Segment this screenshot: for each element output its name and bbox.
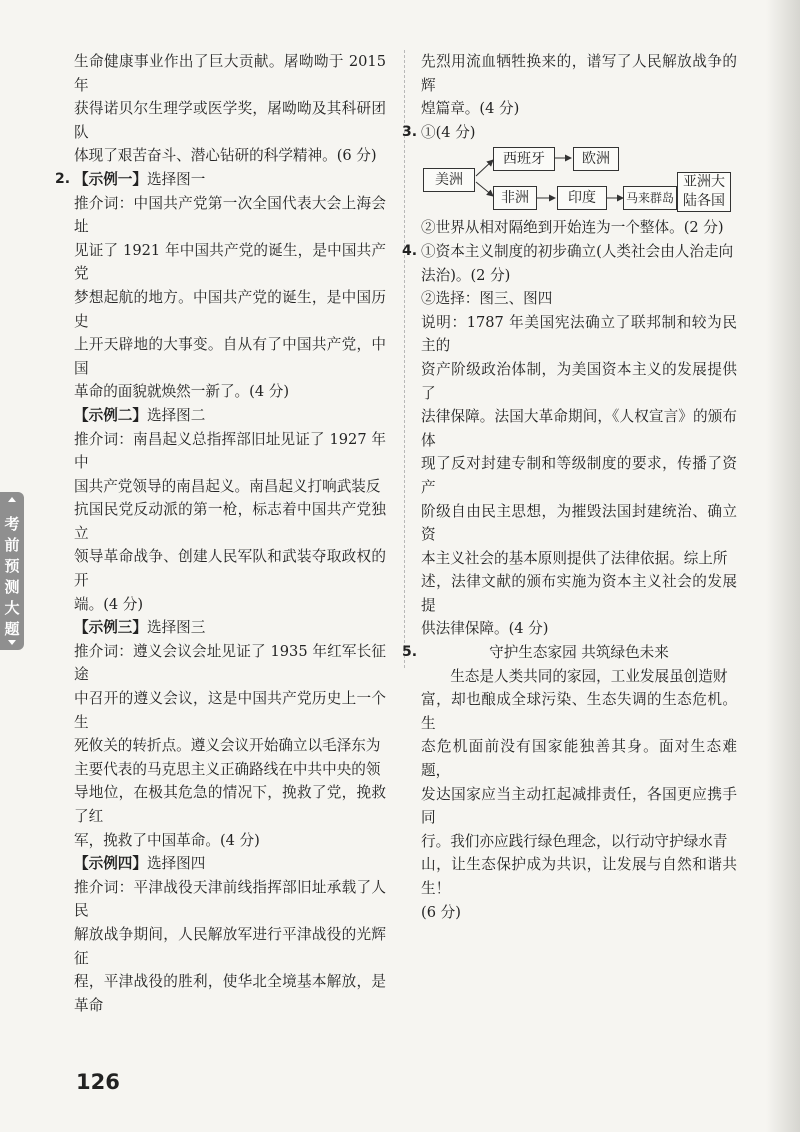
arrow-america-africa (476, 182, 493, 196)
page-number: 126 (76, 1070, 120, 1094)
box-malay: 马来群岛 (623, 186, 677, 210)
text-line: 富，却也酿成全球污染、生态失调的生态危机。生 (421, 691, 737, 732)
text-line: 推介词：平津战役天津前线指挥部旧址承载了人民 (74, 878, 386, 920)
text-line: 解放战争期间，人民解放军进行平津战役的光辉征 (74, 925, 386, 967)
box-asia-line-2: 陆各国 (683, 193, 725, 210)
text-line: 主要代表的马克思主义正确路线在中共中央的领 (74, 760, 381, 778)
arrow-up-icon (8, 497, 16, 502)
text-line: 现了反对封建专制和等级制度的要求，传播了资产 (421, 455, 737, 496)
text-line: 革命的面貌就焕然一新了。(4 分) (74, 383, 290, 401)
text-line: 资产阶级政治体制，为美国资本主义的发展提供了 (421, 360, 737, 402)
trade-route-diagram (421, 146, 737, 212)
question-number: 4. (402, 242, 418, 259)
text-line: 发达国家应当主动扛起减排责任，各国更应携手同 (421, 785, 737, 827)
text-line: 生态是人类共同的家园，工业发展虽创造财 (450, 667, 728, 685)
question-3-part-1 (402, 121, 737, 145)
sub-answer: ①(4 分) (421, 123, 476, 141)
example-choice: 选择图三 (146, 619, 206, 637)
box-africa: 非洲 (493, 186, 537, 210)
text-line: 供法律保障。(4 分) (421, 620, 549, 638)
side-tab-label: 考 前 预 测 大 题 (4, 515, 20, 638)
example-tag: 【示例四】 (74, 855, 147, 873)
box-india: 印度 (557, 186, 607, 210)
example-tag: 【示例一】 (74, 170, 147, 188)
text-line: 程，平津战役的胜利，使华北全境基本解放，是革命 (74, 973, 386, 1014)
text-line: 推介词：南昌起义总指挥部旧址见证了 1927 年中 (74, 430, 386, 472)
box-asia (677, 172, 731, 212)
text-line: 生命健康事业作出了巨大贡献。屠呦呦于 2015 年 (74, 53, 386, 94)
example-tag: 【示例二】 (74, 406, 147, 424)
example-heading (74, 852, 386, 876)
text-line: 态危机面前没有国家能独善其身。面对生态难题， (421, 738, 737, 780)
example-choice: 选择图一 (146, 170, 206, 188)
text-line: 法律保障。法国大革命期间，《人权宣言》的颁布体 (421, 408, 737, 449)
example-heading (74, 616, 386, 640)
question-number: 3. (402, 123, 418, 140)
text-line: 军，挽救了中国革命。(4 分) (74, 831, 260, 849)
text-line: 体现了艰苦奋斗、潜心钻研的科学精神。(6 分) (74, 147, 377, 165)
text-line: 推介词：中国共产党第一次全国代表大会上海会址 (74, 194, 386, 236)
text-line: 述，法律文献的颁布实施为资本主义社会的发展提 (421, 573, 737, 614)
text-line: 上开天辟地的大事变。自从有了中国共产党，中国 (74, 336, 386, 377)
question-4-part-2: ②选择：图三、图四 (421, 290, 553, 308)
text-line: 法治)。(2 分) (421, 266, 511, 284)
question-3-part-2: ②世界从相对隔绝到开始连为一个整体。(2 分) (421, 219, 724, 237)
text-line: 领导革命战争、创建人民军队和武装夺取政权的开 (74, 548, 386, 590)
arrow-down-icon (8, 640, 16, 645)
example-tag: 【示例三】 (74, 619, 147, 637)
box-spain: 西班牙 (493, 147, 555, 171)
text-line: 煌篇章。(4 分) (421, 100, 520, 118)
question-number: 5. (402, 644, 418, 661)
text-line: 推介词：遵义会议会址见证了 1935 年红军长征途 (74, 642, 386, 684)
example-choice: 选择图二 (146, 406, 206, 424)
box-asia-line-1: 亚洲大 (683, 174, 725, 191)
text-line: 行。我们亦应践行绿色理念，以行动守护绿水青 (421, 832, 728, 850)
box-america: 美洲 (423, 168, 475, 192)
essay-title (402, 641, 737, 665)
text-line: 见证了 1921 年中国共产党的诞生，是中国共产党 (74, 241, 386, 283)
example-choice: 选择图四 (146, 855, 206, 873)
text-line: 死攸关的转折点。遵义会议开始确立以毛泽东为 (74, 737, 381, 755)
text-line: 梦想起航的地方。中国共产党的诞生，是中国历史 (74, 288, 386, 330)
right-column (402, 50, 737, 924)
essay-title-text: 守护生态家园 共筑绿色未来 (489, 644, 669, 662)
text-line: 抗国民党反动派的第一枪，标志着中国共产党独立 (74, 501, 386, 542)
text-line: (6 分) (421, 903, 461, 921)
text-line: 中召开的遵义会议，这是中国共产党历史上一个生 (74, 690, 386, 731)
left-column (55, 50, 386, 1017)
text-line: 端。(4 分) (74, 595, 144, 613)
question-number: 2. (55, 170, 71, 187)
text-line: 获得诺贝尔生理学或医学奖，屠呦呦及其科研团队 (74, 100, 386, 141)
example-heading (55, 168, 386, 192)
text-line: 先烈用流血牺牲换来的，谱写了人民解放战争的辉 (421, 53, 737, 94)
text-line: 阶级自由民主思想，为摧毁法国封建统治、确立资 (421, 502, 737, 544)
sub-answer: ①资本主义制度的初步确立(人类社会由人治走向 (421, 242, 734, 260)
text-line: 导地位，在极其危急的情况下，挽救了党，挽救了红 (74, 784, 386, 825)
question-4-part-1 (402, 240, 737, 264)
text-line: 国共产党领导的南昌起义。南昌起义打响武装反 (74, 477, 381, 495)
example-heading (74, 404, 386, 428)
text-line: 山，让生态保护成为共识，让发展与自然和谐共生！ (421, 856, 737, 897)
section-side-tab (0, 492, 24, 650)
text-line: 说明：1787 年美国宪法确立了联邦制和较为民主的 (421, 313, 737, 355)
page-edge-shadow (766, 0, 800, 1132)
box-europe: 欧洲 (573, 147, 619, 171)
arrow-america-spain (476, 160, 493, 176)
text-line: 本主义社会的基本原则提供了法律依据。综上所 (421, 549, 728, 567)
